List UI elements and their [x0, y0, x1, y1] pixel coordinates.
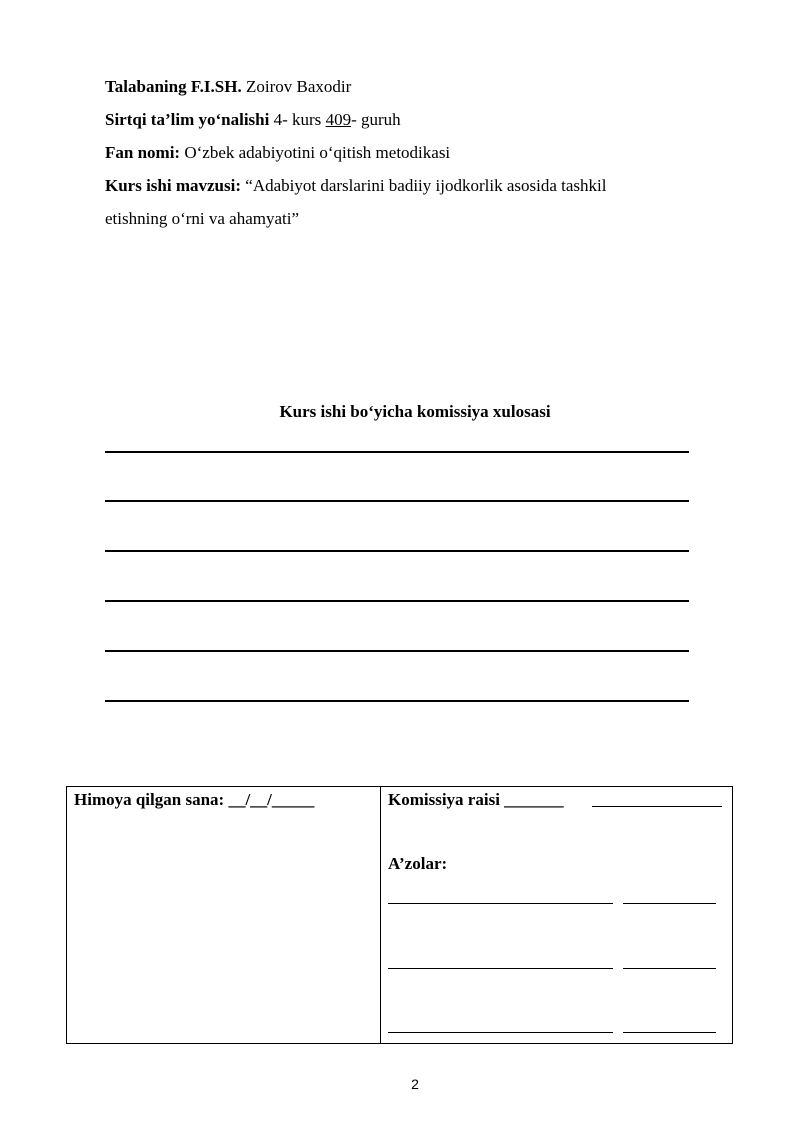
topic-text-1: “Adabiyot darslarini badiiy ijodkorlik asosida tashkil: [245, 176, 607, 195]
topic-label: Kurs ishi mavzusi:: [105, 176, 242, 195]
member-3-name-line[interactable]: [388, 1032, 613, 1033]
conclusion-line-5[interactable]: [105, 650, 689, 652]
course: 4- kurs: [273, 110, 322, 129]
member-1-signature-line[interactable]: [623, 903, 716, 904]
member-3-signature-line[interactable]: [623, 1032, 716, 1033]
commission-title: Kurs ishi bo‘yicha komissiya xulosasi: [279, 402, 551, 421]
topic-line-1: [105, 176, 606, 196]
conclusion-line-2[interactable]: [105, 500, 689, 502]
member-2-signature-line[interactable]: [623, 968, 716, 969]
direction-label: Sirtqi ta’lim yo‘nalishi: [105, 110, 270, 129]
conclusion-line-4[interactable]: [105, 600, 689, 602]
subject-label: Fan nomi:: [105, 143, 181, 162]
members-label: A’zolar:: [388, 854, 448, 873]
chairman-label: Komissiya raisi _______: [388, 790, 564, 809]
member-2-name-line[interactable]: [388, 968, 613, 969]
conclusion-line-6[interactable]: [105, 700, 689, 702]
chairman-signature-line[interactable]: [592, 806, 722, 807]
member-1-name-line[interactable]: [388, 903, 613, 904]
page-number: 2: [411, 1076, 419, 1092]
subject-line: [105, 143, 450, 163]
student-label: Talabaning F.I.SH.: [105, 77, 242, 96]
topic-line-2: [105, 209, 299, 229]
subject-name: O‘zbek adabiyotini o‘qitish metodikasi: [184, 143, 451, 162]
group-suffix: - guruh: [351, 110, 401, 129]
student-line: [105, 77, 351, 97]
direction-line: [105, 110, 401, 130]
topic-text-2: etishning o‘rni va ahamyati”: [105, 209, 300, 228]
defense-date-cell[interactable]: Himoya qilgan sana: __/__/_____: [74, 790, 315, 809]
conclusion-line-1[interactable]: [105, 451, 689, 453]
conclusion-line-3[interactable]: [105, 550, 689, 552]
table-divider: [380, 787, 381, 1043]
defense-table: [66, 786, 733, 1044]
student-name: Zoirov Baxodir: [245, 77, 352, 96]
group-number: 409: [325, 110, 352, 129]
